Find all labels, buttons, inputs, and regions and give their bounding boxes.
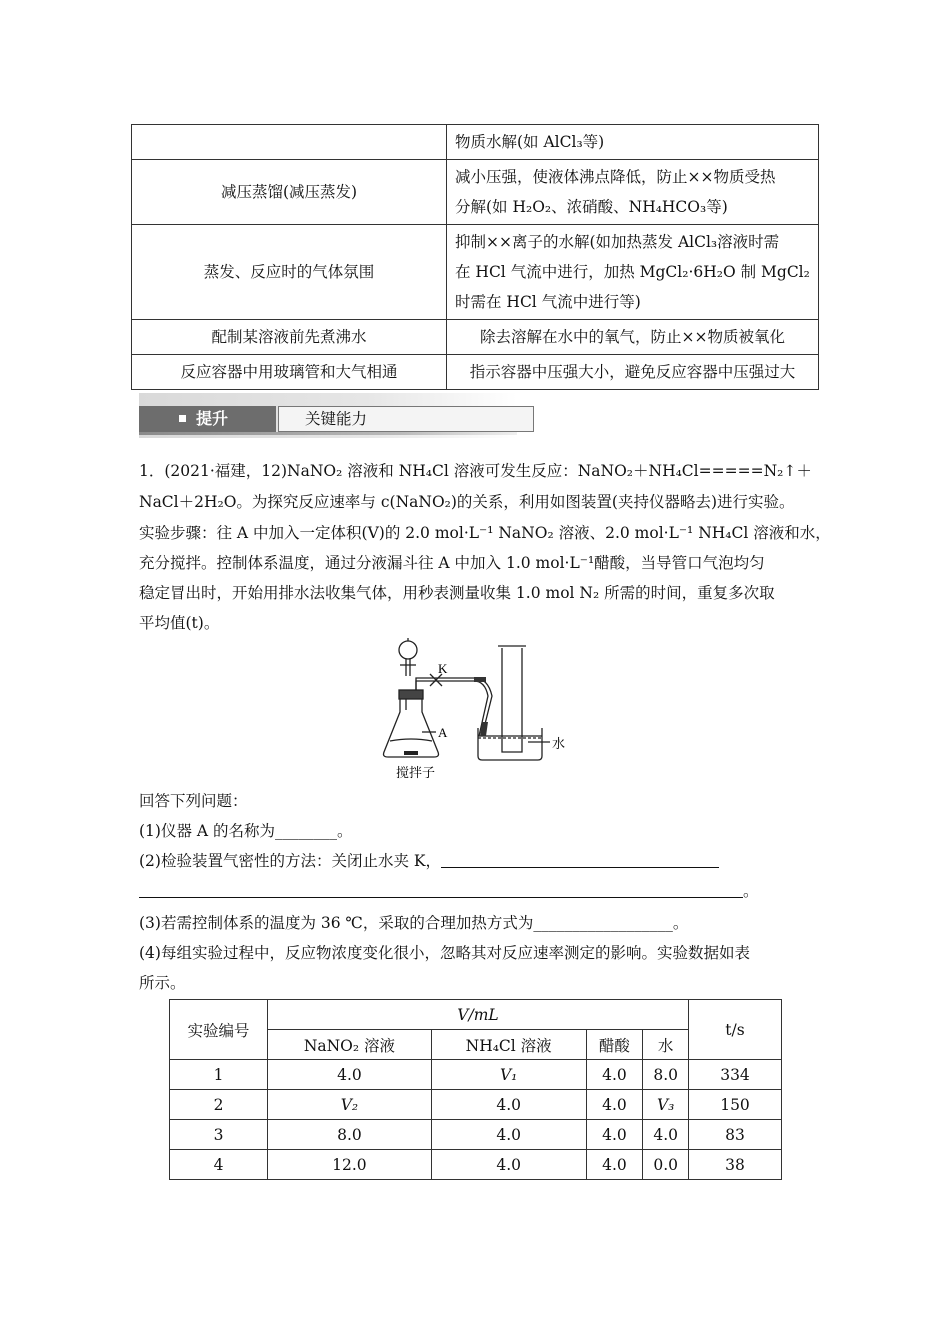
answer-q2-cont — [139, 876, 819, 906]
apparatus-figure — [378, 636, 578, 784]
stir-bar — [404, 751, 418, 755]
cell-line: 分解(如 H₂O₂、浓硝酸、NH₄HCO₃等) — [455, 198, 728, 216]
table-cell: 4.0 — [268, 1060, 432, 1090]
answer-blank[interactable] — [139, 879, 743, 898]
label-stirrer: 搅拌子 — [396, 766, 436, 781]
table-cell: 4.0 — [431, 1090, 586, 1120]
table-cell: 4.0 — [643, 1120, 689, 1150]
table-cell: 8.0 — [643, 1060, 689, 1090]
experiment-data-table — [169, 999, 782, 1180]
table-row — [132, 125, 819, 160]
cell-line: 在 HCl 气流中进行，加热 MgCl₂·6H₂O 制 MgCl₂ — [455, 263, 810, 281]
answer-q2-text: (2)检验装置气密性的方法：关闭止水夹 K， — [139, 852, 441, 870]
square-bullet-icon — [179, 415, 186, 422]
header-col: 醋酸 — [586, 1030, 643, 1060]
table-row — [170, 1090, 782, 1120]
answer-blank[interactable] — [441, 849, 719, 868]
table-cell: 4.0 — [431, 1150, 586, 1180]
table-cell: 4.0 — [586, 1060, 643, 1090]
question-line: 实验步骤：往 A 中加入一定体积(V)的 2.0 mol·L⁻¹ NaNO₂ 溶液、2.0 mol·L⁻¹ NH₄Cl 溶液和水， — [139, 524, 831, 542]
table-row — [132, 225, 819, 320]
cell-line: 时需在 HCl 气流中进行等) — [455, 293, 641, 311]
table-cell — [447, 225, 819, 320]
table-cell — [447, 160, 819, 225]
table-row — [132, 320, 819, 355]
answer-q4-cont: 所示。 — [139, 974, 186, 992]
question-line: 平均值(t)。 — [139, 614, 220, 632]
table-cell: V₃ — [643, 1090, 689, 1120]
table-cell — [132, 125, 447, 160]
label-k: K — [438, 661, 448, 676]
table-cell: 2 — [170, 1090, 268, 1120]
question-line: 稳定冒出时，开始用排水法收集气体，用秒表测量收集 1.0 mol N₂ 所需的时间，重复多次取 — [139, 584, 775, 602]
table-cell: 4.0 — [586, 1090, 643, 1120]
table-cell: 反应容器中用玻璃管和大气相通 — [132, 355, 447, 390]
header-col: 水 — [643, 1030, 689, 1060]
table-cell: 物质水解(如 AlCl₃等) — [447, 125, 819, 160]
conical-flask — [384, 690, 439, 757]
answer-q1: (1)仪器 A 的名称为________。 — [139, 822, 353, 840]
table-cell: 指示容器中压强大小，避免反应容器中压强过大 — [447, 355, 819, 390]
table-cell: 3 — [170, 1120, 268, 1150]
table-cell: 减压蒸馏(减压蒸发) — [132, 160, 447, 225]
header-time: t/s — [689, 1000, 782, 1060]
question-line: 1．(2021·福建，12)NaNO₂ 溶液和 NH₄Cl 溶液可发生反应：NaNO₂＋NH₄Cl=====N₂↑＋ — [139, 462, 812, 480]
table-cell: 150 — [689, 1090, 782, 1120]
answer-q2 — [139, 846, 819, 876]
table-cell: V₁ — [431, 1060, 586, 1090]
table-cell: 334 — [689, 1060, 782, 1090]
table-row — [170, 1150, 782, 1180]
banner-underline — [139, 432, 517, 435]
table-cell: 8.0 — [268, 1120, 432, 1150]
table-cell: 4.0 — [586, 1150, 643, 1180]
cell-line: 减小压强，使液体沸点降低，防止××物质受热 — [455, 168, 776, 186]
table-row — [132, 355, 819, 390]
table-cell: 4 — [170, 1150, 268, 1180]
section-banner — [139, 393, 517, 438]
table-cell: V₂ — [268, 1090, 432, 1120]
header-col: NaNO₂ 溶液 — [268, 1030, 432, 1060]
answer-q2-end: 。 — [743, 882, 759, 900]
header-volume: V/mL — [268, 1000, 689, 1030]
table-cell: 配制某溶液前先煮沸水 — [132, 320, 447, 355]
header-col: NH₄Cl 溶液 — [431, 1030, 586, 1060]
cell-line: 抑制××离子的水解(如加热蒸发 AlCl₃溶液时需 — [455, 233, 780, 251]
banner-dark-tab — [139, 406, 276, 432]
summary-table — [131, 124, 819, 390]
table-cell: 1 — [170, 1060, 268, 1090]
banner-light-tab — [278, 406, 534, 432]
table-cell: 12.0 — [268, 1150, 432, 1180]
table-cell: 4.0 — [431, 1120, 586, 1150]
question-line: 充分搅拌。控制体系温度，通过分液漏斗往 A 中加入 1.0 mol·L⁻¹醋酸，当导管口气泡均匀 — [139, 554, 765, 572]
answer-q4: (4)每组实验过程中，反应物浓度变化很小，忽略其对反应速率测定的影响。实验数据如表 — [139, 944, 750, 962]
table-header-row — [170, 1000, 782, 1030]
table-cell: 0.0 — [643, 1150, 689, 1180]
banner-dark-label: 提升 — [196, 409, 229, 428]
label-a: A — [438, 725, 448, 740]
table-cell: 蒸发、反应时的气体氛围 — [132, 225, 447, 320]
beaker — [478, 728, 542, 760]
table-cell: 除去溶解在水中的氧气，防止××物质被氧化 — [447, 320, 819, 355]
funnel-bulb — [399, 641, 417, 659]
stopper — [399, 690, 423, 699]
table-row — [170, 1120, 782, 1150]
label-water: 水 — [552, 737, 566, 752]
table-cell: 4.0 — [586, 1120, 643, 1150]
answer-q3: (3)若需控制体系的温度为 36 ℃，采取的合理加热方式为__________________。 — [139, 914, 689, 932]
table-row — [132, 160, 819, 225]
table-cell: 83 — [689, 1120, 782, 1150]
answer-intro: 回答下列问题： — [139, 792, 248, 810]
table-row — [170, 1060, 782, 1090]
header-experiment-number: 实验编号 — [170, 1000, 268, 1060]
table-cell: 38 — [689, 1150, 782, 1180]
question-line: NaCl＋2H₂O。为探究反应速率与 c(NaNO₂)的关系，利用如图装置(夹持仪器略去)进行实验。 — [139, 493, 795, 511]
banner-light-label: 关键能力 — [305, 410, 368, 428]
